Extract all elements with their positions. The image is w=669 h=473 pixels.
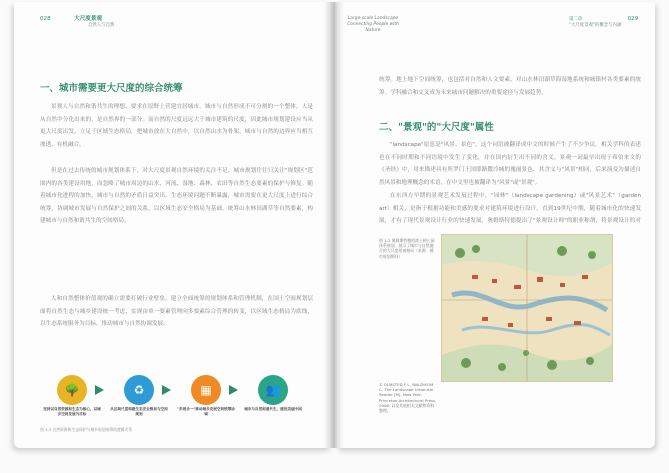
left-figure-caption: 图 1-3 自然资源和生态保护与城乡规划统筹的逻辑关系 [40, 427, 133, 432]
flow-arrow-icon [95, 385, 104, 395]
flow-step-label: 从区域尺度构建生态安全格局与空间规划 [110, 407, 168, 416]
right-section-heading: 二、"景观"的"大尺度"属性 [379, 122, 494, 133]
recycle-icon: ♻ [124, 375, 154, 405]
left-section-heading: 一、城市需要更大尺度的综合统筹 [40, 83, 183, 94]
right-figure-caption: 图 1-2 奥姆斯特德的波士顿公园体系规划，展示了城市与自然融合的大尺度景观格局（来源：城市规划期刊） [379, 238, 435, 259]
flow-arrow-icon [229, 385, 238, 395]
flow-arrow-icon [162, 385, 171, 395]
header-english-line-1: Large-scale Landscape [347, 16, 399, 21]
open-book [6, 2, 666, 460]
right-intro-paragraph: 统筹。地上地下空间统筹，也包括对自然和人文要素、对山水林田湖草海湿地系统和城镇村各类要素的统筹。学科融合和交叉成为未来城市问题解决的重要途径与发展趋势。 [379, 77, 641, 96]
left-chapter-subtitle: 自然人与自然 [88, 23, 115, 28]
left-paragraph-2: 但是在过去传统的城市规划体系下，对大尺度景观自然环境的关注不足，城市规划往往只关注"规划区"范围内的各类建设用地，而忽略了城市周边的山水、河流、湿地、森林、农田等自然生态要素的保护与修复。随着城市化进程的加快，城市与自然的矛盾日益突出，生态环境问题不断暴露，城市需要在更大尺度上进行综合统筹，协调城市发展与自然保护之间的关系，以区域生态安全格局为基础，统筹山水林田湖草等自然要素，构建城市与自然和谐共生的空间格局。 [40, 168, 313, 225]
right-page [337, 2, 655, 448]
left-chapter-title: 大尺度景观 [74, 16, 103, 22]
header-english-line-2: Connecting People with Nature [347, 22, 399, 33]
historic-map-image [441, 234, 613, 382]
right-chapter-label: 第二章 [569, 17, 583, 22]
left-page [14, 2, 331, 448]
right-paragraph-2: 在东西方早期的景观艺术发展过程中，"园林"（landscape gardening）或"风景艺术"（garden art）相关，是指于根据功能和美感的要求对建筑环境进行设计，直到19世纪中期，随着城市化的快速发展，才有了现代景观设计行业的快速发展，奥姆斯特德提出了"景观设计师"的职业称谓，将景观设计的对 [379, 193, 641, 225]
right-header-english [343, 16, 403, 34]
book-gutter [324, 2, 344, 448]
city-icon: ▦ [191, 375, 221, 405]
tree-icon: 🌳 [57, 375, 87, 405]
flow-step-label: "多规合一"推动城乡发展空间统筹协调 [177, 407, 235, 416]
map-illustration [442, 235, 612, 381]
flow-step-label: 城市与自然和谐共生，建设美丽中国 [244, 407, 302, 411]
flow-diagram [42, 375, 302, 419]
left-header [40, 16, 114, 29]
flow-step-label: 坚持以自然资源和生态为核心，以城乡空间发展为目标 [43, 407, 101, 416]
right-page-number: 029 [627, 16, 639, 22]
left-page-number: 028 [40, 16, 51, 22]
right-footnote: ① OLMSTED F L, WALDHEIM C. The Landscape Urbanism Reader [M]. New York: Princeton Architectural Press, 2006. 以及其他相关文献和资料整理。 [379, 382, 437, 414]
left-paragraph-3: 人和自然整体价值观的确立需要打破行业壁垒，建立全面统筹的规划体系和管理机制，在国土空间规划层面将自然生态与城乡建设统一考虑，实现由单一要素管理向多要素综合管理的转变，以区域生态格局为底线，以生态系统服务为目标，推动城市与自然协调发展。 [40, 296, 313, 328]
right-header [569, 16, 638, 29]
people-icon: 👥 [258, 375, 288, 405]
left-paragraph-1: 景观人与自然和谐共生的理想，要求在原野上营建宜居城市，城市与自然形成不可分割的一个整体，人是从自然中分化出来的，是自然界的一部分。而自然的尺度远远大于城市建筑的尺度，因此城市规划建设应当从更大尺度出发，立足于区域生态格局，把城市放在大自然中，以自然山水为骨架，城市与自然的边界应当相互渗透、有机融合。 [40, 104, 313, 148]
right-paragraph-1: "landscape"原意是"风景、景色"，这个词语被翻译成中文的时候产生了不少争议。相关学科的表述也在不同时期和不同语境中发生了变化，并在国内衍生出不同的含义。景观一词最早出现于希伯来文的《圣经》中，用来描述具有所罗门王国耶路撒冷城的瑰丽景色，其含义与"风景"相同，后来演变为描述自然风景和地理概念的术语，在中文里也被翻译为"风景"或"景观"。 [379, 142, 641, 186]
right-chapter-subtitle: "大尺度景观"的概念与内涵 [569, 23, 622, 28]
